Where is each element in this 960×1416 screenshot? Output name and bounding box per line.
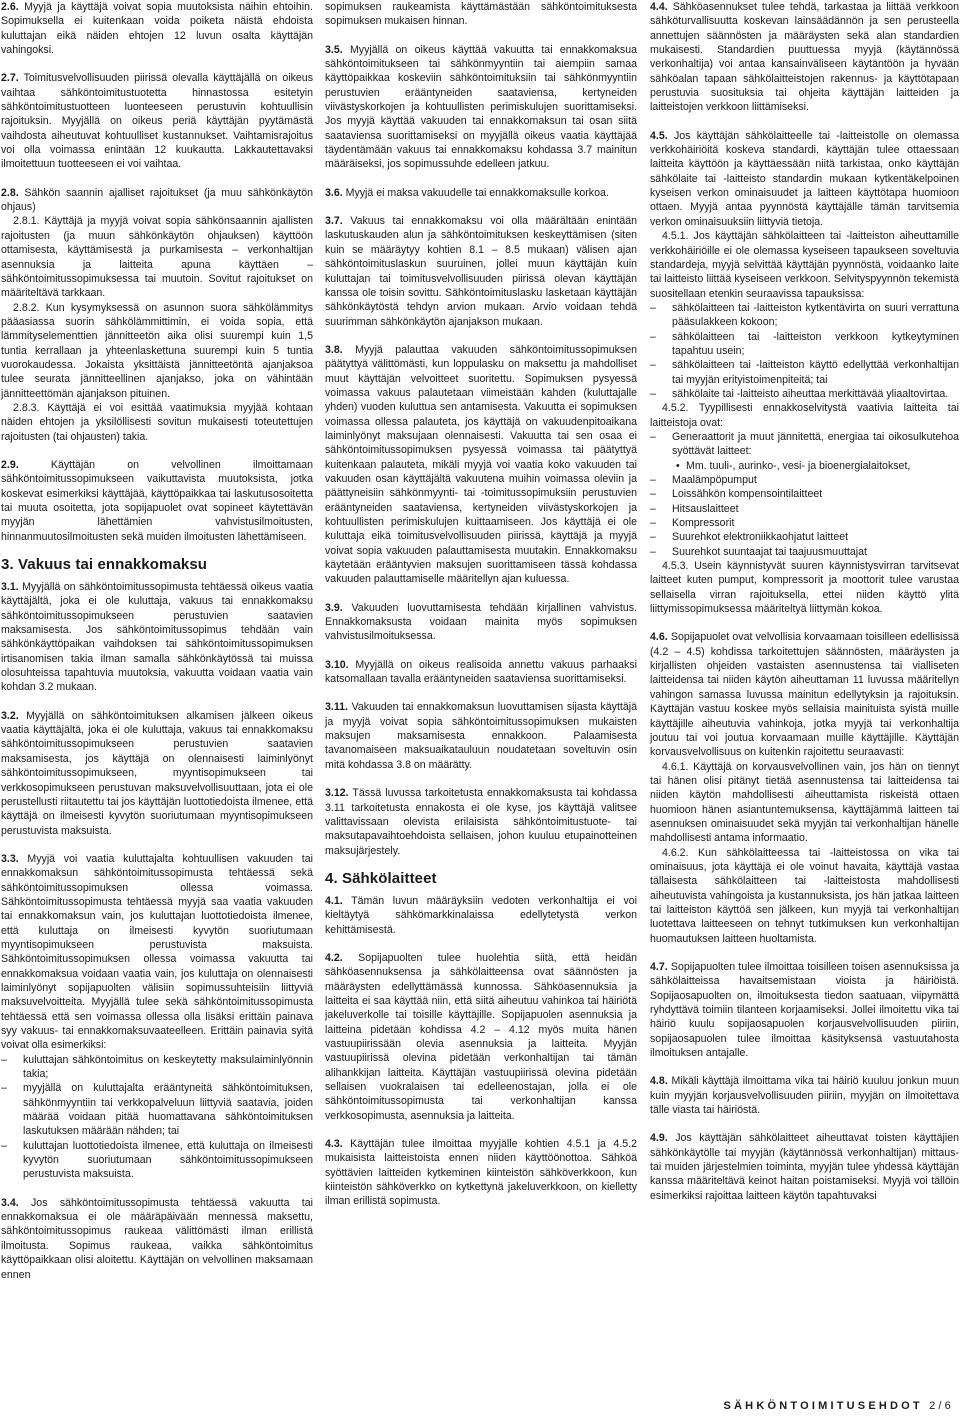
paragraph bbox=[1, 71, 313, 171]
column-3 bbox=[650, 0, 959, 1203]
paragraph-text: Sähköasennukset tulee tehdä, tarkastaa ja liittää verkkoon sähköturvallisuutta koskevan lainsäädännön ja sen perusteella annettujen säännösten ja määräysten sekä alan standardien mukaisesti. Standardien puuttuessa myyjä (käytännössä verkonhaltija) voi antaa kansainväliseen käytäntöön ja hyvään sähköalan tapaan sähkölaitteistojen rakennus- ja käyttötapaan perustuvia suosituksia tai ohjeita käyttäjän laitteiden ja laitteistojen verkkoon liittämiseksi. bbox=[650, 1, 959, 114]
paragraph-text: 4.5.3. Usein käynnistyvät suuren käynnistysvirran tarvitsevat laitteet kuten pumput, kompressorit ja moottorit tulee varustaa sellaisella virran rajoituksella, ettei niiden käyttö ylitä liittymissopimuksessa määriteltyä liittymän kokoa. bbox=[650, 560, 959, 616]
paragraph-text: Myyjä ja käyttäjä voivat sopia muutoksista näihin ehtoihin. Sopimuksella ei kuitenkaan voida poiketa näistä ehdoista kuluttajan eikä näiden ehtojen 12 luvun osalta käyttäjän vahingoksi. bbox=[1, 1, 313, 57]
clause-number: 2.8. bbox=[1, 186, 19, 199]
paragraph bbox=[325, 951, 637, 1123]
paragraph-text: sopimuksen raukeamista käyttämästään sähköntoimituksesta sopimuksen mukaisen hinnan. bbox=[325, 1, 637, 28]
paragraph bbox=[650, 1074, 959, 1117]
list-item: – Generaattorit ja muut jännitettä, energiaa tai oikosulkutehoa syöttävät laitteet: bbox=[650, 430, 959, 459]
clause-number: 3.12. bbox=[325, 787, 349, 800]
paragraph-text: Myyjä palauttaa vakuuden sähköntoimitussopimuksen päätyttyä välittömästi, kun loppulasku on maksettu ja mahdolliset muut käyttäjän velvoitteet suoritettu. Sopimuksen pysyessä voimassa vakuus palautetaan viimeistään kahden (kuluttajalle yhden) vuoden kuluttua sen antamisesta. Vakuutta ei sopimuksen voimassa ollessa palauteta, jos käyttäjä on vakuudenpitoaikana laiminlyönyt maksujaan olennaisesti. Vakuutta tai sen osaa ei sähköntoimitussopimuksen pysyessä voimassa tai päätyttyä kuitenkaan palauteta, mikäli myyjä voi vaatia koko vakuuden tai vakuuden osan käyttäjältä vakuutena muihin voimassa oleviin ja päättyneisiin sähkönmyynti- tai -toimitussopimuksiin perustuvien erääntyneiden saataviensa, kertyneiden viivästyskorkojen ja kohtuullisten perimiskulujen kuittaamiseen. Jos käyttäjä ei ole kuluttaja eikä toimitusvelvollisuuden piirissä, käyttäjä ja myyjä voivat sopia vakuuden palauttamisesta muutakin. Ennakkomaksu käytetään erääntyvien maksujen suorittamiseen tässä kohdassa vakuuden palauttamiselle määritellyn ajan kuluessa. bbox=[325, 343, 637, 586]
clause-number: 2.7. bbox=[1, 72, 19, 85]
paragraph bbox=[650, 1131, 959, 1203]
clause-number: 3.2. bbox=[1, 709, 19, 722]
paragraph-text: Myyjällä on oikeus realisoida annettu vakuus parhaaksi katsomallaan tavalla erääntyneiden saataviensa suorittamiseksi. bbox=[325, 658, 637, 686]
list-item: – kuluttajan luottotiedoista ilmenee, että kuluttaja on ilmeisesti kyvytön suoriutumaan sähköntoimitussopimukseen perustuvista maksuista. bbox=[1, 1139, 313, 1182]
clause-number: 3.8. bbox=[325, 343, 343, 356]
paragraph-text: Sopijapuolten tulee huolehtia siitä, että heidän sähköasennuksensa ja sähkölaitteensa ovat säännösten ja määräysten edellyttämässä kunnossa. Sähköasennuksia ja laitteita ei saa käyttää niin, että siitä aiheutuu vahinkoa tai häiriötä jakeluverkolle tai toisille käyttäjille. Sopijapuolen asennuksia ja laitteina pidetään kohdissa 4.2 – 4.12 myös muita hänen vastuupiirissään olevia asennuksia ja laitteita. Myyjän vastuupiirissä olevina pidetään verkonhaltijan tai tämän alihankkijan laitteita. Käyttäjän vastuupiirissä olevina pidetään sellaisen vuokralaisen tai edelleenostajan, jolla ei ole sähköntoimitussopimusta tai verkonhaltijan kanssa verkkosopimusta, asennuksia ja laitteita. bbox=[325, 951, 637, 1122]
paragraph-text: 2.8.1. Käyttäjä ja myyjä voivat sopia sähkönsaannin ajallisten rajoitusten (ja muun sähkönkäytön ohjauksen) käyttöön ottamisesta, käyttämisestä ja purkamisesta – verkonhaltijan asennuksia ja laitteita apuna käyttäen – sähköntoimitussopimuksessa tai muutoin. Sovitut rajoitukset on määriteltävä tarkkaan. bbox=[1, 215, 313, 300]
clause-number: 4.7. bbox=[650, 961, 668, 973]
paragraph bbox=[325, 894, 637, 937]
paragraph-text: 2.8.3. Käyttäjä ei voi esittää vaatimuksia myyjää kohtaan näiden ehtojen ja yksilöllisesti sovitun mukaisesti toteutettujen rajoitusten (tai ohjausten) takia. bbox=[1, 401, 313, 443]
paragraph bbox=[1, 458, 313, 544]
paragraph-text: Myyjällä on sähköntoimituksen alkamisen jälkeen oikeus vaatia käyttäjältä, joka ei ole kuluttaja, vakuus tai ennakkomaksu sähköntoimitussopimukseen perustuvien saatavien maksamisesta, jos käyttäjä on olennaisesti laiminlyönyt sähköntoimitussopimukseen, myyntisopimukseen tai verkkosopimukseen perustuvan maksuvelvollisuuttaan, jota ei ole perustellusti riitautettu tai jos käyttäjän luottotiedoista ilmenee, että käyttäjä on ilmeisesti kyvytön suoriutumaan myyntisopimukseen perustuvista maksuista. bbox=[1, 709, 313, 837]
paragraph bbox=[1, 580, 313, 695]
paragraph bbox=[1, 709, 313, 838]
paragraph bbox=[650, 129, 959, 229]
paragraph-text: Mikäli käyttäjä ilmoittama vika tai häiriö kuuluu jonkun muun kuin myyjän korjausvelvollisuuden piiriin, myyjän on ilmoitettava tälle viasta tai häiriöstä. bbox=[650, 1075, 959, 1117]
list-item: – Suurehkot suuntaajat tai taajuusmuuttajat bbox=[650, 545, 959, 559]
paragraph bbox=[325, 1137, 637, 1209]
paragraph bbox=[650, 229, 959, 301]
paragraph-text: Tässä luvussa tarkoitetusta ennakkomaksusta tai kohdassa 3.11 tarkoitetusta ennakosta ei ole kyse, jos käyttäjä valitsee valittavissaan olevista erilaisista sähköntoimitustuote- tai maksutapavaihtoehdoista sellaisen, johon kuuluu etupainotteinen maksujärjestely. bbox=[325, 787, 637, 857]
paragraph bbox=[325, 186, 637, 200]
column-1 bbox=[1, 0, 313, 1282]
clause-number: 3.4. bbox=[1, 1196, 19, 1209]
list-item: – Maalämpöpumput bbox=[650, 473, 959, 487]
paragraph-text: 4.5.1. Jos käyttäjän sähkölaitteen tai -laitteiston aiheuttamille verkkohäiriöille ei ole olemassa kyseiseen tapaukseen soveltuvia standardeja, myyjä selvittää käyttäjän pyynnöstä, voidaanko laite tai laitteisto liittää kyseiseen verkkoon. Selvityspyynnön tekemistä suositellaan etenkin seuraavissa tapauksissa: bbox=[650, 230, 959, 300]
list-item: – Loissähkön kompensointilaitteet bbox=[650, 487, 959, 501]
paragraph-text: 4.6.1. Käyttäjä on korvausvelvollinen vain, jos hän on tiennyt tai hänen olisi pitänyt tietää asennustensa tai laitteidensa tai niiden käytön mahdollisesti aiheuttamista riskeistä ottaen huomioon hänen asiantuntemuksensa, käyttäjämmä laitteen tai asennuksen ominaisuudet sekä myyjän tai verkonhaltijan hänelle mahdollisesti antama informaatio. bbox=[650, 760, 959, 845]
paragraph bbox=[325, 214, 637, 329]
paragraph-text: Sopijapuolet ovat velvollisia korvaamaan toisilleen edellisissä (4.2 – 4.5) kohdissa tarkoitettujen säännösten, määräysten ja kirjallisten ohjeiden vastaisten asennustensa tai vialliseten laitteidensa tai niiden käytön aiheuttaman 11 luvussa määritellyn vahingon samassa luvussa mainitun edellytyksin ja rajoituksin. Käyttäjän vastuu koskee myös sellaisia mainituista syistä muille käyttäjille aiheutuvia vahinkoja, jotka myyjä tai verkonhaltija joutuu tai voi joutua korvaamaan muille käyttäjille. Käyttäjän korvausvelvollisuus on kuitenkin rajoitettu seuraavasti: bbox=[650, 631, 959, 759]
clause-number: 2.6. bbox=[1, 1, 19, 13]
paragraph-text: Käyttäjän tulee ilmoittaa myyjälle kohtien 4.5.1 ja 4.5.2 mukaisista laitteistoista ennen niiden käyttöönottoa. Sähköä syöttävien laitteiden kytkeminen kiinteistön sähköverkkoon, kun kiinteistön sähköverkko on kytkettynä jakeluverkkoon, on kielletty ilman erillistä sopimusta. bbox=[325, 1138, 637, 1208]
paragraph-text: Myyjä ei maksa vakuudelle tai ennakkomaksulle korkoa. bbox=[342, 186, 609, 199]
paragraph bbox=[1, 852, 313, 1053]
paragraph-text: 4.5.2. Tyypillisesti ennakkoselvitystä vaativia laitteita tai laitteistoja ovat: bbox=[650, 402, 959, 429]
list-item: – kuluttajan sähköntoimitus on keskeytetty maksulaiminlyönnin takia; bbox=[1, 1053, 313, 1082]
list-item: • Mm. tuuli-, aurinko-, vesi- ja bioenergialaitokset, bbox=[650, 459, 959, 473]
list-item: – Hitsauslaitteet bbox=[650, 502, 959, 516]
clause-number: 4.6. bbox=[650, 631, 668, 644]
paragraph bbox=[650, 559, 959, 616]
clause-number: 3.6. bbox=[325, 186, 343, 199]
paragraph bbox=[325, 658, 637, 687]
paragraph-text: Tämän luvun määräyksiin vedoten verkonhaltija ei voi kieltäytyä sähkömarkkinalaissa edellytetystä verkon kehittämisestä. bbox=[325, 894, 637, 936]
clause-number: 4.3. bbox=[325, 1138, 343, 1151]
list-item: – sähkölaite tai -laitteisto aiheuttaa merkittävää yliaaltovirtaa. bbox=[650, 387, 959, 401]
footer-page-number: 2/6 bbox=[929, 1400, 954, 1412]
paragraph bbox=[325, 43, 637, 172]
clause-number: 4.9. bbox=[650, 1132, 668, 1145]
paragraph bbox=[325, 786, 637, 858]
list-item: – sähkölaitteen tai -laitteiston verkkoon kytkeytyminen tapahtuu usein; bbox=[650, 330, 959, 359]
clause-number: 4.2. bbox=[325, 951, 343, 964]
paragraph-text: Sähkön saannin ajalliset rajoitukset (ja muu sähkönkäytön ohjaus) bbox=[1, 186, 313, 214]
paragraph-text: Vakuus tai ennakkomaksu voi olla määrältään enintään laskutuskauden alun ja sähköntoimituksen keskeyttämisen (siten kuin se määräytyy kohtien 8.1 – 8.5 mukaan) välisen ajan sähköntoimituslaskun suuruinen, jollei muun käyttäjän kuin kuluttajan tai toimitusvelvollisuuden piirissä olevan käyttäjän kanssa ole toisin sovittu. Sähköntoimituslasku lasketaan käyttäjän sähkönkäytöstä tehdyn arvion mukaan. Arvio voidaan tehdä suurimman sähkönkäytön ajanjakson mukaan. bbox=[325, 215, 637, 328]
paragraph-text: 2.8.2. Kun kysymyksessä on asunnon suora sähkölämmitys pääasiassa suorin sähkölämmittimin, ei voida sopia, että lämmityselementtien jännitteetön aika olisi suurempi kuin 1,5 tuntia kerrallaan ja yhteenlaskettuna suurempi kuin 5 tuntia vuorokaudessa. Jokaista yksittäistä jännitteetöntä ajanjaksoa tulee seurata jännitteellinen ajanjakso, joka on vähintään jännitteettömän ajanjakson pituinen. bbox=[1, 301, 313, 400]
paragraph bbox=[1, 214, 313, 300]
clause-number: 3.10. bbox=[325, 658, 349, 671]
paragraph bbox=[650, 846, 959, 946]
clause-number: 3.3. bbox=[1, 852, 19, 865]
clause-number: 4.4. bbox=[650, 1, 668, 13]
paragraph bbox=[1, 0, 313, 57]
page-footer bbox=[724, 1400, 955, 1412]
paragraph-text: Jos sähköntoimitussopimusta tehtäessä vakuutta tai ennakkomaksua ei ole määräpäivään mennessä maksettu, sähköntoimitussopimus raukeaa välittömästi ilman erillistä ilmoitusta. Sopimus raukeaa, vaikka sähköntoimitus käyttöpaikkaan olisi aloitettu. Käyttäjän on velvollinen maksamaan ennen bbox=[1, 1196, 313, 1281]
paragraph bbox=[1, 301, 313, 401]
paragraph-text: Jos käyttäjän sähkölaitteet aiheuttavat toisten käyttäjien sähkönkäytölle tai myyjän (käytännössä verkonhaltijan) mittaus- tai muiden järjestelmien toiminta, myyjän tulee yhdessä käyttäjän kanssa määriteltävä keinot haitan poistamiseksi. Myyjä voi tällöin esimerkiksi rajoittaa laitteen käytön tapahtuvaksi bbox=[650, 1132, 959, 1202]
paragraph-text: Toimitusvelvollisuuden piirissä olevalla käyttäjällä on oikeus vaihtaa sähköntoimitustuotetta hinnastossa esitetyin sähköntoimitustuotteen luonteeseen perustuvin kohtuullisin rajoituksin. Myyjällä on oikeus periä käyttäjän pyytämästä vaihdosta aiheutuvat kohtuulliset kustannukset. Vaihtamisrajoitus voi olla voimassa enintään 12 kuukautta. Lakkautettavaksi ilmoitettuun tuotteeseen ei voi vaihtaa. bbox=[1, 72, 313, 171]
paragraph-text: Jos käyttäjän sähkölaitteelle tai -laitteistolle on olemassa verkkohäiriöitä koskeva standardi, käyttäjän tulee ottaessaan laitteita käyttöön ja käyttäessään niitä tarkistaa, onko käyttäjän sähkölaite tai -laitteisto standardin mukaan kytkentäkelpoinen kyseisen verkon ominaisuudet ja laitteen käyttötapa huomioon ottaen. Myyjä antaa pyynnöstä käyttäjälle tämän tarvitsemia verkon ominaisuuksiin liittyviä tietoja. bbox=[650, 129, 959, 228]
paragraph-text: Vakuuden luovuttamisesta tehdään kirjallinen vahvistus. Ennakkomaksusta voidaan mainita myös sopimuksen vahvistusilmoituksessa. bbox=[325, 601, 637, 643]
clause-number: 3.9. bbox=[325, 601, 343, 614]
paragraph bbox=[1, 186, 313, 215]
list-item: – sähkölaitteen tai -laitteiston käyttö edellyttää verkonhaltijan tai myyjän erityistoimenpiteitä; tai bbox=[650, 358, 959, 387]
list-item: – Suurehkot elektroniikkaohjatut laitteet bbox=[650, 530, 959, 544]
clause-number: 3.7. bbox=[325, 215, 343, 228]
column-2 bbox=[325, 0, 637, 1209]
paragraph bbox=[325, 343, 637, 587]
paragraph-text: Myyjällä on sähköntoimitussopimusta tehtäessä oikeus vaatia käyttäjältä, joka ei ole kuluttaja, vakuus tai ennakkomaksu sähköntoimitussopimukseen perustuvien saatavien maksamisesta. Jos sähköntoimitussopimus tehdään vain sähkönkäyttöpaikan vaihdoksen tai sähköntoimitussopimuksen irtisanomisen takia ilman samalla sähkönkäytössä tai muissa olosuhteissa tapahtuvia muutoksia, vakuutta voidaan vaatia vain kohdan 3.2 mukaan. bbox=[1, 581, 313, 694]
section-heading: 4. Sähkölaitteet bbox=[325, 869, 437, 887]
paragraph-text: Vakuuden tai ennakkomaksun luovuttamisen sijasta käyttäjä ja myyjä voivat sopia sähköntoimitussopimuksen mukaisten maksujen maksamisesta ennakkoon. Palaamisesta tavanomaiseen maksuaikatauluun noudatetaan soveltuvin osin mitä kohdassa 3.8 on määrätty. bbox=[325, 701, 637, 771]
paragraph bbox=[650, 630, 959, 759]
paragraph-text: 4.6.2. Kun sähkölaitteessa tai -laitteistossa on vika tai ominaisuus, jota käyttäjä ei ole voinut havaita, käyttäjä vastaa tällaisesta sähkölaitteen tai -laitteistosta mahdollisesti aiheutuvista vahingoista ja kustannuksista, jos hän jatkaa laitteen tai laitteiston käyttöä sen jälkeen, kun myyjä tai verkonhaltijan luotettava laitteeseen on tehnyt tutkimuksen kun verkonhaltijan huomautuksen laitteen huoltamista. bbox=[650, 846, 959, 945]
paragraph bbox=[650, 0, 959, 115]
clause-number: 3.1. bbox=[1, 581, 19, 594]
paragraph bbox=[1, 1196, 313, 1282]
list-item: – Kompressorit bbox=[650, 516, 959, 530]
paragraph-text: Käyttäjän on velvollinen ilmoittamaan sähköntoimitussopimukseen vaikuttavista muutoksista, jotka koskevat esimerkiksi käyttäjää, käyttöpaikkaa tai laskutusosoitetta tai muuta osoitetta, jota sopijapuolet ovat sopineet käytettävän myyjän lähettämien vahvistusilmoitusten, hinnanmuutosilmoitusten sekä muiden ilmoitusten lähettämiseen. bbox=[1, 458, 313, 543]
paragraph bbox=[650, 760, 959, 846]
paragraph bbox=[650, 401, 959, 430]
paragraph-text: Sopijapuolten tulee ilmoittaa toisilleen toisen asennuksissa ja sähkölaitteissa havaitsemistaan vioista ja häiriöistä. Sopijaosapuolten on, ilmoituksesta tiedon saatuaan, viipymättä ryhdyttävä toimiin tilanteen korjaamiseksi. Jollei ilmoitettu vika tai häiriö kuulu sopijaosapuolen korjausvelvollisuuden piiriin, sopijaosapuolen tulee ilmoittaa käsityksensä vastuutahosta ilmoituksen antajalle. bbox=[650, 961, 959, 1060]
section-heading: 3. Vakuus tai ennakkomaksu bbox=[1, 556, 208, 574]
clause-number: 3.11. bbox=[325, 701, 348, 714]
paragraph bbox=[325, 0, 637, 29]
paragraph bbox=[325, 700, 637, 772]
paragraph bbox=[325, 601, 637, 644]
clause-number: 4.8. bbox=[650, 1075, 668, 1088]
paragraph-text: Myyjä voi vaatia kuluttajalta kohtuullisen vakuuden tai ennakkomaksun sähköntoimitussopimusta tehtäessä sekä sähköntoimitussopimuksen ollessa voimassa. Sähköntoimitussopimusta tehtäessä myyjä saa vaatia vakuuden tai ennakkomaksun vain, jos kuluttajan luottotiedoista ilmenee, että kuluttaja on ilmeisesti kyvytön suoriutumaan myyntisopimukseen perustuvista maksuista. Sähköntoimitussopimuksen ollessa voimassa vakuutta tai ennakkomaksua voidaan vaatia vain, jos kuluttaja on olennaisesti laiminlyönyt sopijapuolten välisiin sopimussuhteisiin liittyviä maksuvelvoitteita. Myyjällä tulee sekä sähköntoimitussopimusta tehtäessä että sen voimassa ollessa olla lisäksi erittäin painava syy vakuus- tai ennakkomaksuvaateelleen. Erittäin painavia syitä voivat olla esimerkiksi: bbox=[1, 852, 313, 1052]
footer-title: SÄHKÖNTOIMITUSEHDOT bbox=[723, 1400, 923, 1412]
list-item: – myyjällä on kuluttajalta erääntyneitä sähköntoimituksen, sähkönmyyntiin tai verkkopalveluun liittyviä saatavia, joiden määrää voidaan pitää huomattavana sähköntoimituksen laskutuksen määrään nähden; tai bbox=[1, 1081, 313, 1138]
clause-number: 4.1. bbox=[325, 894, 343, 907]
paragraph bbox=[650, 960, 959, 1060]
paragraph bbox=[1, 401, 313, 444]
list-item: – sähkölaitteen tai -laitteiston kytkentävirta on suuri verrattuna pääsulakkeen kokoon; bbox=[650, 301, 959, 330]
paragraph-text: Myyjällä on oikeus käyttää vakuutta tai ennakkomaksua sähköntoimitukseen tai sähkönmyyntiin tai aiempiin samaa käyttöpaikkaa koskeviin sähköntoimituksiin tai sähkönmyyntiin perustuvien erääntyneiden saataviensa, kertyneiden viivästyskorkojen ja kohtuullisten perimiskulujen suorittamiseksi. Jos myyjä käyttää vakuuden tai ennakkomaksun tai osan siitä saataviensa suorittamiseksi on myyjällä oikeus vaatia käyttäjää täydentämään vakuus tai ennakkomaksu kohdassa 3.7 mainitun määräiseksi, jos sopimussuhde edelleen jatkuu. bbox=[325, 43, 637, 171]
clause-number: 4.5. bbox=[650, 129, 668, 142]
clause-number: 2.9. bbox=[1, 458, 19, 471]
clause-number: 3.5. bbox=[325, 43, 343, 56]
